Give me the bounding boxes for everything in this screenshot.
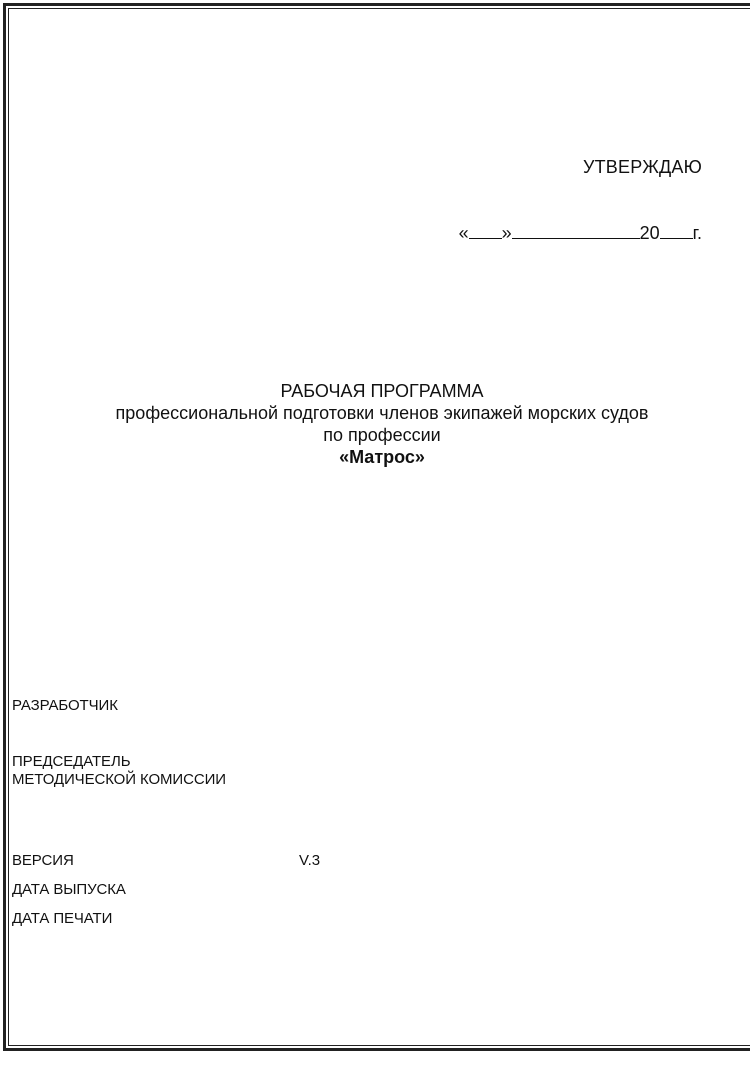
release-date-label: ДАТА ВЫПУСКА xyxy=(12,881,126,898)
document-title: РАБОЧАЯ ПРОГРАММА xyxy=(280,381,484,401)
version-label: ВЕРСИЯ xyxy=(12,852,74,869)
month-blank xyxy=(512,223,640,239)
developer-label: РАЗРАБОТЧИК xyxy=(12,697,118,714)
date-open-quote: « xyxy=(458,223,469,243)
year-blank xyxy=(660,223,693,239)
chairman-label-line1: ПРЕДСЕДАТЕЛЬ xyxy=(12,753,131,770)
chairman-label-line2: МЕТОДИЧЕСКОЙ КОМИССИИ xyxy=(12,771,226,788)
approval-date-line xyxy=(459,223,702,244)
document-subtitle: профессиональной подготовки членов экипажей морских судов xyxy=(115,403,649,423)
profession-name: «Матрос» xyxy=(339,447,425,467)
version-value: V.3 xyxy=(299,852,321,869)
year-prefix: 20 xyxy=(639,223,660,243)
profession-intro: по профессии xyxy=(323,425,441,445)
approval-label: УТВЕРЖДАЮ xyxy=(582,157,702,177)
print-date-label: ДАТА ПЕЧАТИ xyxy=(12,910,113,927)
year-suffix: г. xyxy=(692,223,702,243)
day-blank xyxy=(469,223,502,239)
document-title-block xyxy=(0,380,750,468)
date-close-quote: » xyxy=(501,223,512,243)
